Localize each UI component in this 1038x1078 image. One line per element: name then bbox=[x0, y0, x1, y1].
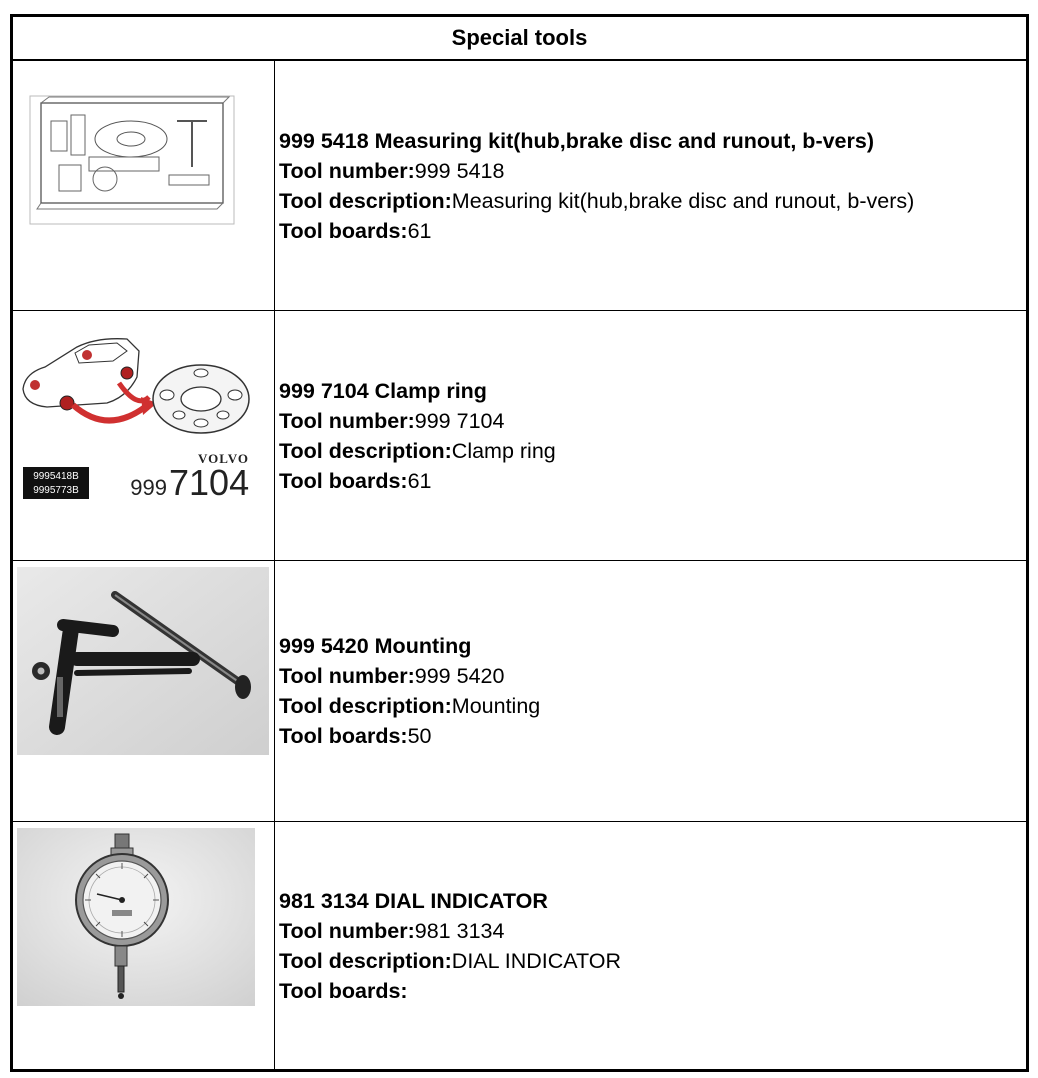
tool-heading: 999 5420 Mounting bbox=[279, 634, 472, 658]
tool-boards-line bbox=[279, 466, 1024, 496]
tool-description-value: Mounting bbox=[451, 694, 541, 718]
tool-image-cell bbox=[13, 61, 275, 310]
tool-description-value: Clamp ring bbox=[451, 438, 556, 463]
tool-details bbox=[279, 311, 1024, 560]
clamp-ring-image bbox=[17, 317, 269, 503]
tool-number-label: Tool number: bbox=[279, 664, 415, 688]
tool-details bbox=[279, 561, 1024, 821]
tool-description-value: DIAL INDICATOR bbox=[451, 948, 622, 973]
tool-number-label: Tool number: bbox=[279, 918, 415, 943]
brand-text: VOLVO bbox=[198, 451, 249, 466]
tool-number-value: 999 7104 bbox=[414, 408, 505, 433]
tool-row bbox=[13, 822, 1026, 1069]
tool-boards-value: 61 bbox=[407, 218, 432, 243]
tool-boards-line bbox=[279, 721, 1024, 751]
tool-description-label: Tool description: bbox=[279, 188, 452, 213]
measuring-kit-image bbox=[29, 95, 235, 225]
tool-boards-value: 50 bbox=[407, 724, 432, 748]
tool-number-line bbox=[279, 406, 1024, 436]
dial-indicator-image bbox=[17, 828, 255, 1006]
tool-number-line bbox=[279, 156, 1024, 186]
tool-boards-label: Tool boards: bbox=[279, 218, 408, 243]
tool-description-label: Tool description: bbox=[279, 694, 452, 718]
tool-number-line bbox=[279, 916, 1024, 946]
tool-image-cell bbox=[13, 822, 275, 1069]
tool-image-cell bbox=[13, 561, 275, 821]
tool-description-label: Tool description: bbox=[279, 948, 452, 973]
tool-number-value: 999 5420 bbox=[414, 664, 505, 688]
special-tools-table bbox=[10, 14, 1029, 1072]
tool-description-line bbox=[279, 946, 1024, 976]
code-label-2: 9995773B bbox=[33, 485, 79, 496]
code-label-1: 9995418B bbox=[33, 471, 79, 482]
tool-row bbox=[13, 311, 1026, 561]
tool-number-label: Tool number: bbox=[279, 158, 415, 183]
tool-no-small: 999 bbox=[130, 475, 167, 500]
tool-number-label: Tool number: bbox=[279, 408, 415, 433]
tool-heading: 999 7104 Clamp ring bbox=[279, 378, 487, 403]
tool-details bbox=[279, 61, 1024, 310]
tool-boards-label: Tool boards: bbox=[279, 978, 408, 1003]
tool-description-line bbox=[279, 436, 1024, 466]
tool-no-big: 7104 bbox=[169, 462, 250, 503]
tool-boards-line bbox=[279, 216, 1024, 246]
table-header: Special tools bbox=[13, 17, 1026, 61]
tool-number-value: 999 5418 bbox=[414, 158, 505, 183]
tool-description-line bbox=[279, 186, 1024, 216]
tool-heading: 999 5418 Measuring kit(hub,brake disc and runout, b-vers) bbox=[279, 128, 874, 153]
tool-boards-label: Tool boards: bbox=[279, 724, 408, 748]
tool-boards-line bbox=[279, 976, 1024, 1006]
tool-description-line bbox=[279, 691, 1024, 721]
tool-boards-value: 61 bbox=[407, 468, 432, 493]
tool-description-label: Tool description: bbox=[279, 438, 452, 463]
mounting-tool-image bbox=[17, 567, 269, 755]
tool-description-value: Measuring kit(hub,brake disc and runout, b-vers) bbox=[451, 188, 915, 213]
tool-number-line bbox=[279, 661, 1024, 691]
tool-image-cell bbox=[13, 311, 275, 560]
tool-row bbox=[13, 561, 1026, 822]
tool-number-value: 981 3134 bbox=[414, 918, 505, 943]
tool-details bbox=[279, 822, 1024, 1069]
tool-heading: 981 3134 DIAL INDICATOR bbox=[279, 888, 548, 913]
tool-row bbox=[13, 61, 1026, 311]
tool-boards-label: Tool boards: bbox=[279, 468, 408, 493]
